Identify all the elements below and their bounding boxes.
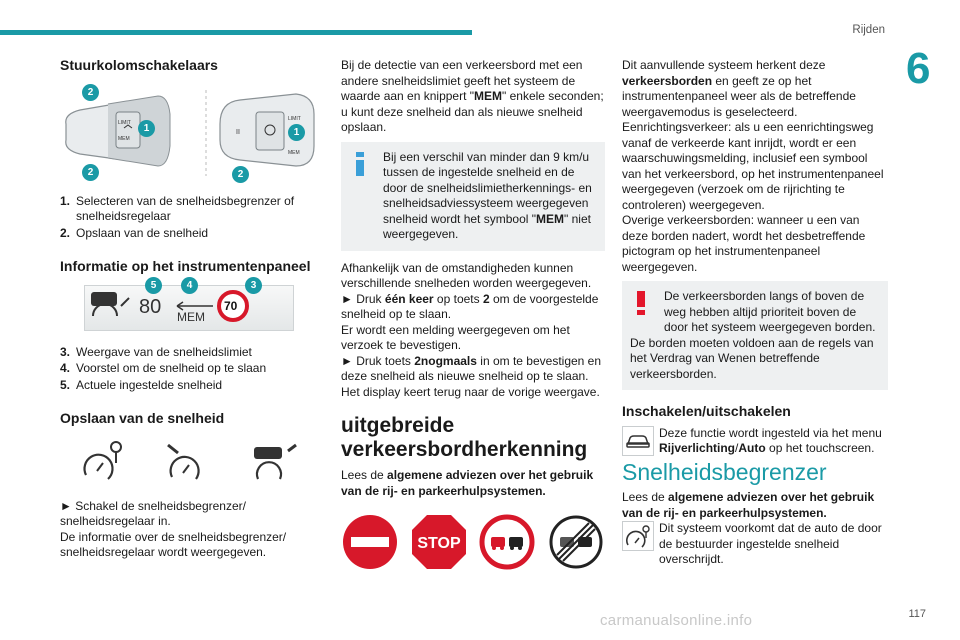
traffic-signs-row bbox=[341, 513, 605, 571]
column-middle bbox=[341, 58, 605, 571]
info-note-text: Bij een verschil van minder dan 9 km/u tussen de ingestelde snelheid en de door de snelheidslimietherkennings- en snelheidsadviessysteem weergegeven snelheid wordt het symbool "MEM" niet weergegeven. bbox=[383, 149, 592, 241]
section-title: Rijden bbox=[852, 24, 885, 36]
column-right bbox=[622, 58, 888, 570]
warning-icon bbox=[631, 291, 651, 315]
callout-4: 4 bbox=[181, 277, 198, 294]
heading-speed-limiter: Snelheidsbegrenzer bbox=[622, 458, 827, 485]
list-item: 3. Weergave van de snelheidslimiet bbox=[60, 344, 252, 359]
enable-disable-row bbox=[622, 426, 888, 457]
callout-1: 1 bbox=[288, 124, 305, 141]
extended-advice: Lees de algemene adviezen over het gebruik van de rij- en parkeerhulpsystemen. bbox=[341, 468, 594, 498]
speedometer-limiter-icon bbox=[80, 439, 124, 483]
paragraph-press-once: ► Druk één keer op toets 2 om de voorgestelde snelheid op te slaan. bbox=[341, 291, 599, 321]
stalk-legend-list bbox=[60, 194, 318, 242]
car-icon bbox=[622, 426, 654, 456]
paragraph-message: Er wordt een melding weergegeven om het verzoek te bevestigen. bbox=[341, 322, 570, 352]
cluster-set-speed: 80 bbox=[139, 295, 162, 318]
watermark: carmanualsonline.info bbox=[600, 612, 753, 629]
heading-stalk-switches: Stuurkolomschakelaars bbox=[60, 57, 218, 73]
callout-2: 2 bbox=[232, 166, 249, 183]
speed-limiter-icon bbox=[622, 521, 654, 551]
warning-note bbox=[622, 281, 888, 390]
callout-2: 2 bbox=[82, 164, 99, 181]
no-entry-sign-icon bbox=[341, 513, 399, 571]
chapter-color-bar bbox=[0, 30, 472, 35]
heading-enable-disable: Inschakelen/uitschakelen bbox=[622, 403, 791, 419]
save-instruction: ► Schakel de snelheidsbegrenzer/ snelheidsregelaar in. bbox=[60, 498, 246, 528]
callout-1: 1 bbox=[138, 120, 155, 137]
list-item: 1. Selecteren van de snelheidsbegrenzer of snelheidsregelaar bbox=[60, 193, 295, 223]
end-no-overtaking-sign-icon bbox=[547, 513, 605, 571]
column-left bbox=[60, 58, 318, 561]
callout-2: 2 bbox=[82, 84, 99, 101]
svg-text:LIMIT: LIMIT bbox=[118, 119, 131, 126]
stalk-illustration bbox=[60, 84, 318, 182]
page-number: 117 bbox=[908, 608, 926, 620]
heading-instrument-info: Informatie op het instrumentenpaneel bbox=[60, 258, 311, 274]
stop-sign-icon bbox=[410, 513, 468, 571]
enable-disable-text: Deze functie wordt ingesteld via het menu Rijverlichting/Auto op het touchscreen. bbox=[659, 425, 882, 455]
chapter-number: 6 bbox=[906, 44, 931, 93]
heading-extended-sign-recognition: uitgebreide verkeersbordherkenning bbox=[341, 414, 588, 461]
list-item: 5. Actuele ingestelde snelheid bbox=[60, 377, 223, 392]
list-item: 4. Voorstel om de snelheid op te slaan bbox=[60, 361, 267, 375]
svg-text:LIMIT: LIMIT bbox=[288, 115, 301, 122]
callout-5: 5 bbox=[145, 277, 162, 294]
signs-recognized-paragraph: Dit aanvullende systeem herkent deze verkeersborden en geeft ze op het instrumentenpaneel weer als de betreffende weergavemodus is geselecteerd. bbox=[622, 58, 856, 119]
cluster-speed-limit-value: 70 bbox=[224, 298, 238, 313]
stop-sign-label: STOP bbox=[417, 535, 461, 552]
heading-save-speed: Opslaan van de snelheid bbox=[60, 410, 225, 426]
steering-stalk-icon bbox=[60, 84, 318, 182]
paragraph-press-again: ► Druk toets 2nogmaals in om te bevestigen en deze snelheid als nieuwe snelheid op te slaan. bbox=[341, 353, 602, 383]
no-overtaking-sign-icon bbox=[478, 513, 536, 571]
speedometer-regulator-icon bbox=[164, 439, 208, 483]
cluster-mem-label: MEM bbox=[177, 309, 205, 324]
cluster-legend-list bbox=[60, 345, 318, 394]
one-way-paragraph: Eenrichtingsverkeer: als u een eenrichtingsweg vanaf de verkeerde kant inrijdt, wordt er een waarschuwingsmelding, inclusief een symbool van het verkeersbord, op het instrumentenpaneel weergegeven (verzoek om de rijrichting te controleren) weergegeven. bbox=[622, 120, 884, 212]
svg-text:II: II bbox=[236, 128, 240, 136]
detection-paragraph: Bij de detectie van een verkeersbord met een andere snelheidslimiet geeft het systeem de waarde aan en knippert "MEM" enkele seconden; u kunt deze snelheid dan als nieuwe snelheid opslaan. bbox=[341, 58, 604, 134]
limiter-advice: Lees de algemene adviezen over het gebruik van de rij- en parkeerhulpsystemen. bbox=[622, 490, 875, 520]
warning-text-vienna: De borden moeten voldoen aan de regels van het Verdrag van Wenen betreffende verkeersborden. bbox=[630, 335, 874, 381]
svg-text:MEM: MEM bbox=[118, 135, 130, 142]
instrument-panel-display bbox=[84, 279, 294, 331]
list-item: 2. Opslaan van de snelheid bbox=[60, 225, 209, 240]
limiter-description-row bbox=[622, 521, 888, 568]
info-note bbox=[341, 142, 605, 251]
other-signs-paragraph: Overige verkeersborden: wanneer u een van deze borden nadert, wordt het desbetreffende pictogram op het instrumentenpaneel weergegeven. bbox=[622, 213, 866, 274]
save-speed-icons bbox=[60, 439, 318, 483]
adaptive-cruise-icon bbox=[248, 439, 298, 483]
limiter-description-text: Dit systeem voorkomt dat de auto de door de bestuurder ingestelde snelheid overschrijdt. bbox=[659, 521, 882, 566]
warning-text-priority: De verkeersborden langs of boven de weg hebben altijd prioriteit boven de door het systeem weergegeven borden. bbox=[664, 289, 876, 334]
paragraph-speeds: Afhankelijk van de omstandigheden kunnen verschillende snelheden worden weergegeven. bbox=[341, 260, 592, 290]
info-icon bbox=[350, 152, 370, 176]
callout-3: 3 bbox=[245, 277, 262, 294]
paragraph-return: Het display keert terug naar de vorige weergave. bbox=[341, 384, 600, 399]
svg-text:MEM: MEM bbox=[288, 149, 300, 156]
save-info: De informatie over de snelheidsbegrenzer/ snelheidsregelaar wordt weergegeven. bbox=[60, 529, 287, 559]
